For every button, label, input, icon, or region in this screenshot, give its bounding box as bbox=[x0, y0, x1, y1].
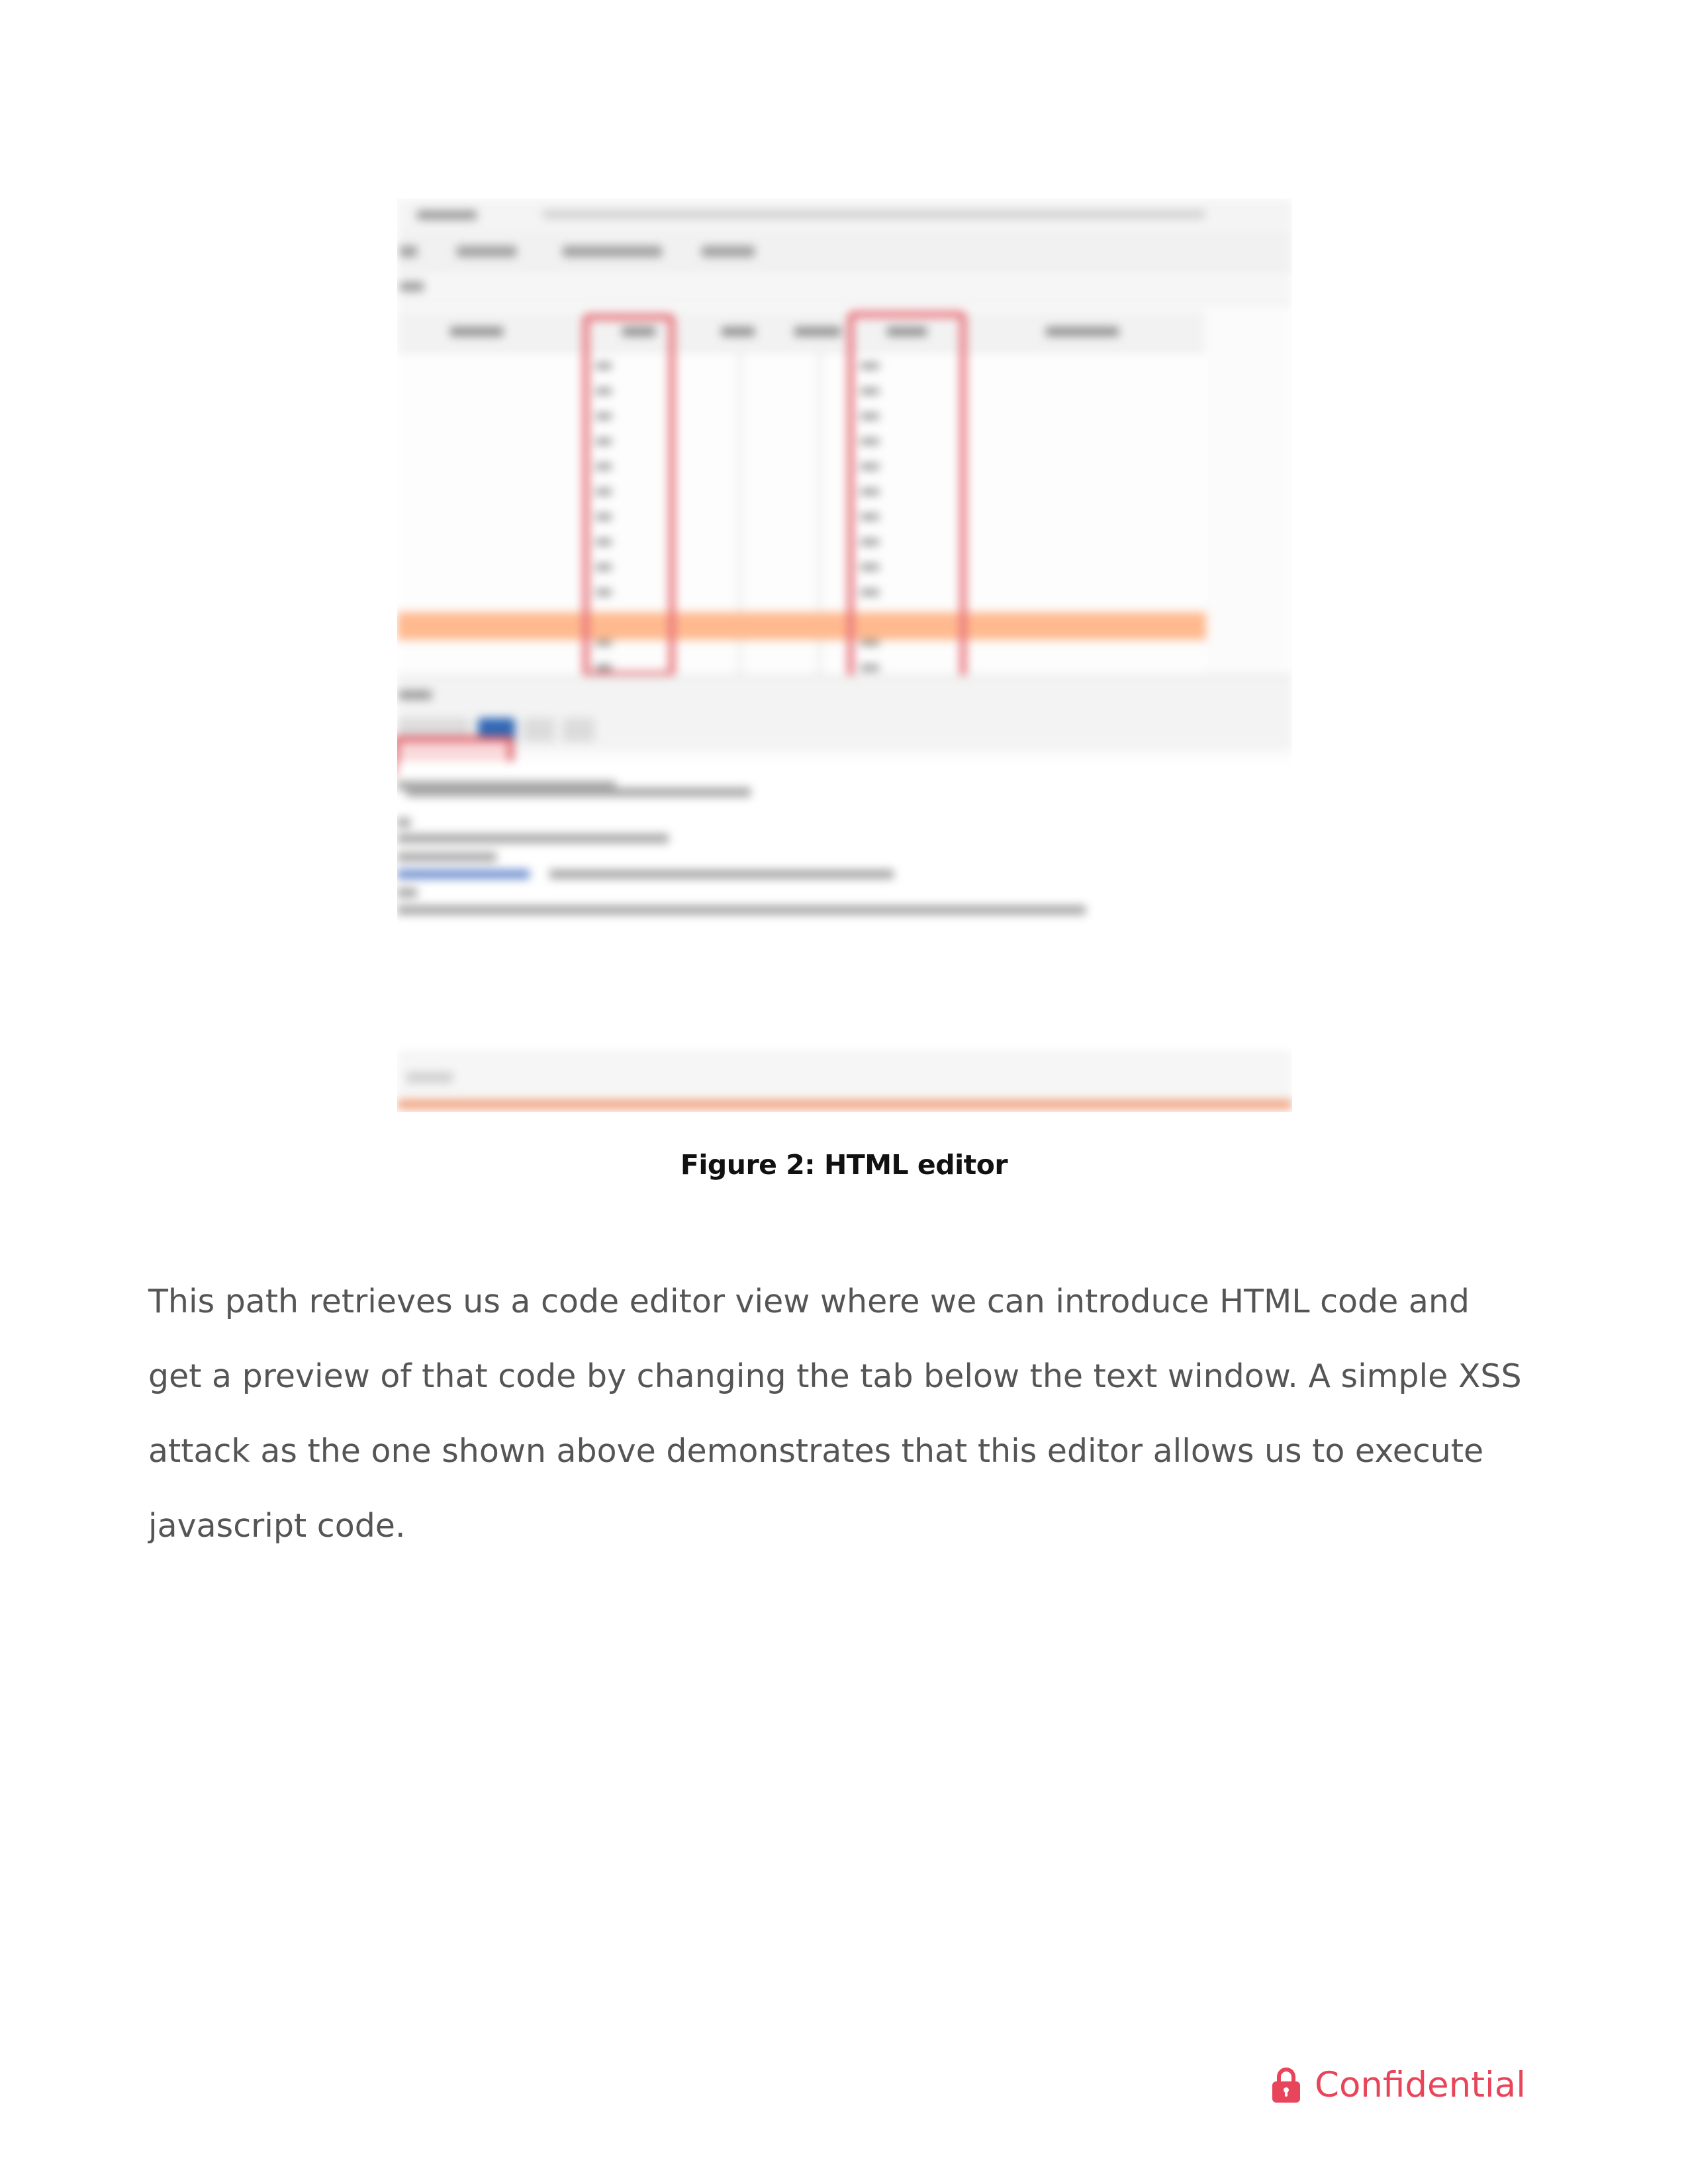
highlight-box-status bbox=[583, 314, 675, 678]
screenshot-request-tabs bbox=[397, 675, 1292, 750]
body-paragraph bbox=[148, 1264, 1552, 1563]
screenshot-code-line bbox=[397, 888, 417, 897]
screenshot-table-rows bbox=[397, 352, 1205, 703]
screenshot-code-line bbox=[397, 905, 1086, 915]
screenshot-code-line bbox=[549, 870, 894, 879]
screenshot-table-header bbox=[397, 311, 1205, 352]
paragraph-line: attack as the one shown above demonstrates that this editor allows us to execute bbox=[148, 1432, 1484, 1470]
screenshot-filterbar bbox=[397, 270, 1292, 304]
screenshot-code-line bbox=[397, 870, 530, 879]
paragraph-line: javascript code. bbox=[148, 1507, 406, 1545]
screenshot-code-line bbox=[397, 852, 496, 862]
confidential-label bbox=[1271, 2058, 1526, 2111]
screenshot-titlebar bbox=[397, 199, 1292, 232]
figure-caption: Figure 2: HTML editor bbox=[680, 1149, 1008, 1181]
screenshot-code-line bbox=[397, 834, 669, 843]
screenshot-code-area bbox=[397, 761, 1292, 1079]
confidential-text: Confidential bbox=[1315, 2064, 1526, 2105]
figure-screenshot bbox=[397, 199, 1292, 1112]
paragraph-line: get a preview of that code by changing the tab below the text window. A simple XSS bbox=[148, 1357, 1522, 1395]
highlighted-row bbox=[397, 612, 1206, 640]
blurred-intruder-screenshot bbox=[397, 199, 1292, 1112]
lock-icon bbox=[1271, 2066, 1301, 2103]
screenshot-code-line bbox=[397, 818, 410, 827]
paragraph-line: This path retrieves us a code editor view where we can introduce HTML code and bbox=[148, 1283, 1470, 1320]
screenshot-menubar bbox=[397, 232, 1292, 270]
screenshot-statusbar bbox=[397, 1052, 1292, 1101]
highlight-box-length bbox=[847, 311, 966, 682]
screenshot-code-line bbox=[406, 788, 751, 797]
